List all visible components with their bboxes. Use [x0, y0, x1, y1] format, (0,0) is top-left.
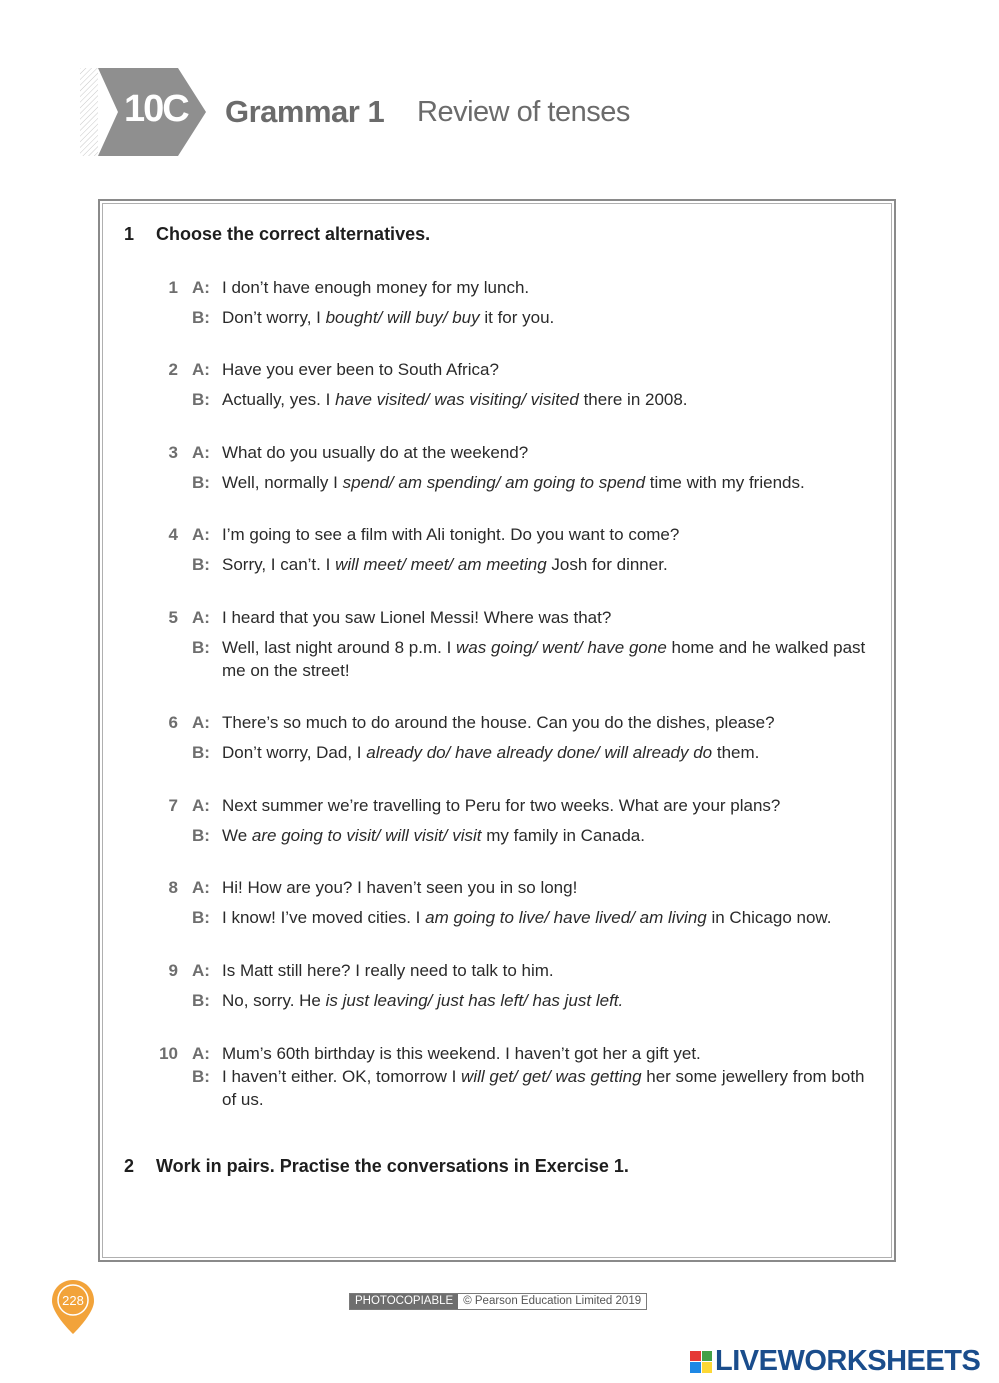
exercise-item [150, 1042, 870, 1118]
liveworksheets-logo[interactable] [690, 1345, 980, 1378]
line-b-suffix: it for you. [479, 308, 555, 327]
speaker-a-label: A: [192, 443, 210, 462]
item-number: 2 [168, 360, 178, 379]
liveworksheets-tiles-icon [690, 1351, 712, 1373]
speaker-a-label: A: [192, 796, 210, 815]
exercise-item [150, 959, 870, 1019]
speaker-a-label: A: [192, 360, 210, 379]
exercise-item [150, 358, 870, 418]
exercise-number: 1 [124, 224, 135, 244]
speaker-b-label: B: [192, 743, 210, 762]
line-b-prefix: Sorry, I can’t. I [222, 555, 336, 574]
exercise-number: 2 [124, 1156, 135, 1176]
line-a-text: Next summer we’re travelling to Peru for two weeks. What are your plans? [222, 796, 781, 815]
answer-options[interactable]: spend/ am spending/ am going to spend [342, 473, 646, 492]
answer-options[interactable]: are going to visit/ will visit/ visit [251, 826, 482, 845]
speaker-b-label: B: [192, 390, 210, 409]
photocopiable-label: PHOTOCOPIABLE [350, 1294, 458, 1309]
line-b-suffix: my family in Canada. [481, 826, 645, 845]
exercise-2-heading [124, 1156, 629, 1177]
line-b-suffix: home and he walked past me on the street! [222, 638, 866, 680]
line-b-prefix: Don’t worry, Dad, I [222, 743, 367, 762]
speaker-b-label: B: [192, 555, 210, 574]
line-b-prefix: Actually, yes. I [222, 390, 336, 409]
speaker-a-label: A: [192, 961, 210, 980]
line-b-prefix: I know! I’ve moved cities. I [222, 908, 426, 927]
speaker-b-label: B: [192, 991, 210, 1010]
line-b-prefix: Well, normally I [222, 473, 343, 492]
line-a-text: I’m going to see a film with Ali tonight. Do you want to come? [222, 525, 680, 544]
line-a-text: Hi! How are you? I haven’t seen you in so long! [222, 878, 578, 897]
speaker-a-label: A: [192, 878, 210, 897]
line-a-text: Mum’s 60th birthday is this weekend. I haven’t got her a gift yet. [222, 1044, 701, 1063]
exercise-1-heading [124, 224, 430, 245]
answer-options[interactable]: is just leaving/ just has left/ has just left. [325, 991, 624, 1010]
item-number: 1 [168, 278, 178, 297]
line-b-suffix: Josh for dinner. [546, 555, 668, 574]
line-b-prefix: We [222, 826, 252, 845]
speaker-b-label: B: [192, 638, 210, 657]
exercise-item [150, 606, 870, 689]
line-b-prefix: Well, last night around 8 p.m. I [222, 638, 457, 657]
speaker-a-label: A: [192, 1044, 210, 1063]
item-number: 9 [168, 961, 178, 980]
brand-name: LIVEWORKSHEETS [715, 1345, 981, 1377]
item-number: 5 [168, 608, 178, 627]
speaker-b-label: B: [192, 473, 210, 492]
line-a-text: There’s so much to do around the house. Can you do the dishes, please? [222, 713, 775, 732]
exercise-item [150, 523, 870, 583]
exercise-item [150, 876, 870, 936]
line-b-suffix: them. [712, 743, 760, 762]
speaker-b-label: B: [192, 308, 210, 327]
speaker-b-label: B: [192, 908, 210, 927]
page-title: Grammar 1 [225, 94, 385, 129]
line-b-prefix: No, sorry. He [222, 991, 326, 1010]
answer-options[interactable]: will get/ get/ was getting [461, 1067, 642, 1086]
line-a-text: Is Matt still here? I really need to talk to him. [222, 961, 554, 980]
answer-options[interactable]: already do/ have already done/ will already do [366, 743, 713, 762]
line-b-suffix: her some jewellery from both of us. [222, 1067, 865, 1109]
copyright-text: © Pearson Education Limited 2019 [458, 1294, 646, 1309]
exercise-instruction: Work in pairs. Practise the conversations in Exercise 1. [156, 1156, 629, 1176]
exercise-item [150, 794, 870, 854]
answer-options[interactable]: will meet/ meet/ am meeting [335, 555, 547, 574]
item-number: 10 [159, 1044, 178, 1063]
item-number: 6 [168, 713, 178, 732]
speaker-b-label: B: [192, 826, 210, 845]
speaker-b-label: B: [192, 1067, 210, 1086]
exercise-item [150, 276, 870, 336]
answer-options[interactable]: am going to live/ have lived/ am living [425, 908, 707, 927]
unit-code: 10C [124, 88, 188, 130]
line-b-suffix: in Chicago now. [706, 908, 832, 927]
copyright-notice [349, 1293, 647, 1310]
line-a-text: What do you usually do at the weekend? [222, 443, 529, 462]
item-number: 3 [168, 443, 178, 462]
exercise-item [150, 711, 870, 771]
exercise-instruction: Choose the correct alternatives. [156, 224, 431, 244]
answer-options[interactable]: was going/ went/ have gone [456, 638, 667, 657]
answer-options[interactable]: have visited/ was visiting/ visited [335, 390, 579, 409]
line-b-prefix: I haven’t either. OK, tomorrow I [222, 1067, 462, 1086]
speaker-a-label: A: [192, 278, 210, 297]
speaker-a-label: A: [192, 713, 210, 732]
item-number: 8 [168, 878, 178, 897]
page-number: 228 [62, 1293, 84, 1308]
speaker-a-label: A: [192, 608, 210, 627]
line-b-suffix: time with my friends. [645, 473, 805, 492]
item-number: 4 [168, 525, 178, 544]
answer-options[interactable]: bought/ will buy/ buy [325, 308, 480, 327]
page-subtitle: Review of tenses [417, 96, 630, 128]
exercise-item [150, 441, 870, 501]
line-a-text: Have you ever been to South Africa? [222, 360, 499, 379]
line-b-suffix: there in 2008. [578, 390, 688, 409]
item-number: 7 [168, 796, 178, 815]
line-b-prefix: Don’t worry, I [222, 308, 326, 327]
speaker-a-label: A: [192, 525, 210, 544]
line-a-text: I don’t have enough money for my lunch. [222, 278, 530, 297]
line-a-text: I heard that you saw Lionel Messi! Where was that? [222, 608, 612, 627]
